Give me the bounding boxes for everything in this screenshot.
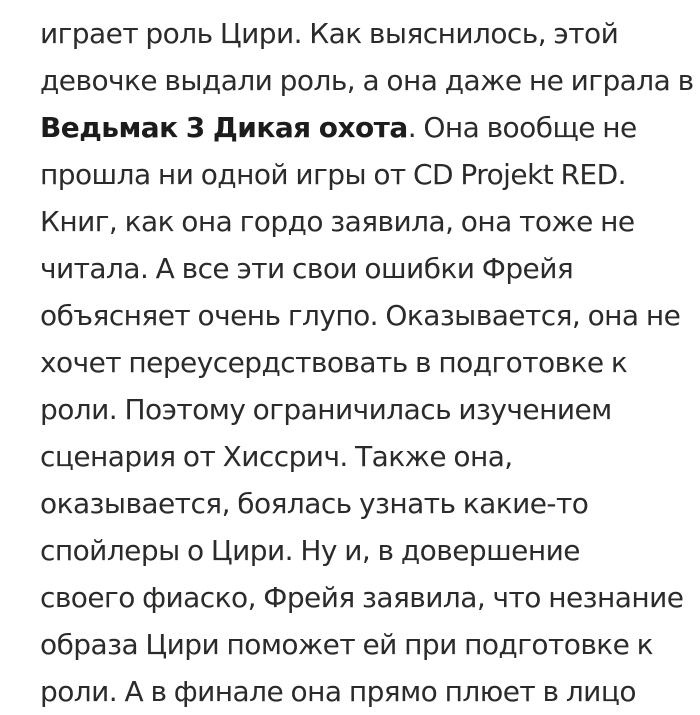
text-line: роли. Поэтому ограничилась изучением bbox=[40, 393, 612, 426]
text-line: сценария от Хиссрич. Также она, bbox=[40, 440, 513, 473]
article-body bbox=[40, 10, 694, 715]
text-line: своего фиаско, Фрейя заявила, что незнание bbox=[40, 581, 684, 614]
text-line: Книг, как она гордо заявила, она тоже не bbox=[40, 205, 635, 238]
text-fragment: . Она вообще не bbox=[407, 111, 637, 144]
text-line: спойлеры о Цири. Ну и, в довершение bbox=[40, 534, 580, 567]
text-line: объясняет очень глупо. Оказывается, она не bbox=[40, 299, 681, 332]
text-line: играет роль Цири. Как выяснилось, этой bbox=[40, 17, 619, 50]
text-line: роли. А в финале она прямо плюет в лицо bbox=[40, 675, 636, 708]
text-line: прошла ни одной игры от CD Projekt RED. bbox=[40, 158, 626, 191]
text-line: образа Цири поможет ей при подготовке к bbox=[40, 628, 654, 661]
text-line: девочке выдали роль, а она даже не играла в bbox=[40, 64, 694, 97]
text-line: хочет переусердствовать в подготовке к bbox=[40, 346, 628, 379]
text-line: читала. А все эти свои ошибки Фрейя bbox=[40, 252, 574, 285]
text-line-with-bold bbox=[40, 104, 680, 151]
game-title-bold: Ведьмак 3 Дикая охота bbox=[40, 111, 408, 144]
text-line: оказывается, боялась узнать какие-то bbox=[40, 487, 589, 520]
